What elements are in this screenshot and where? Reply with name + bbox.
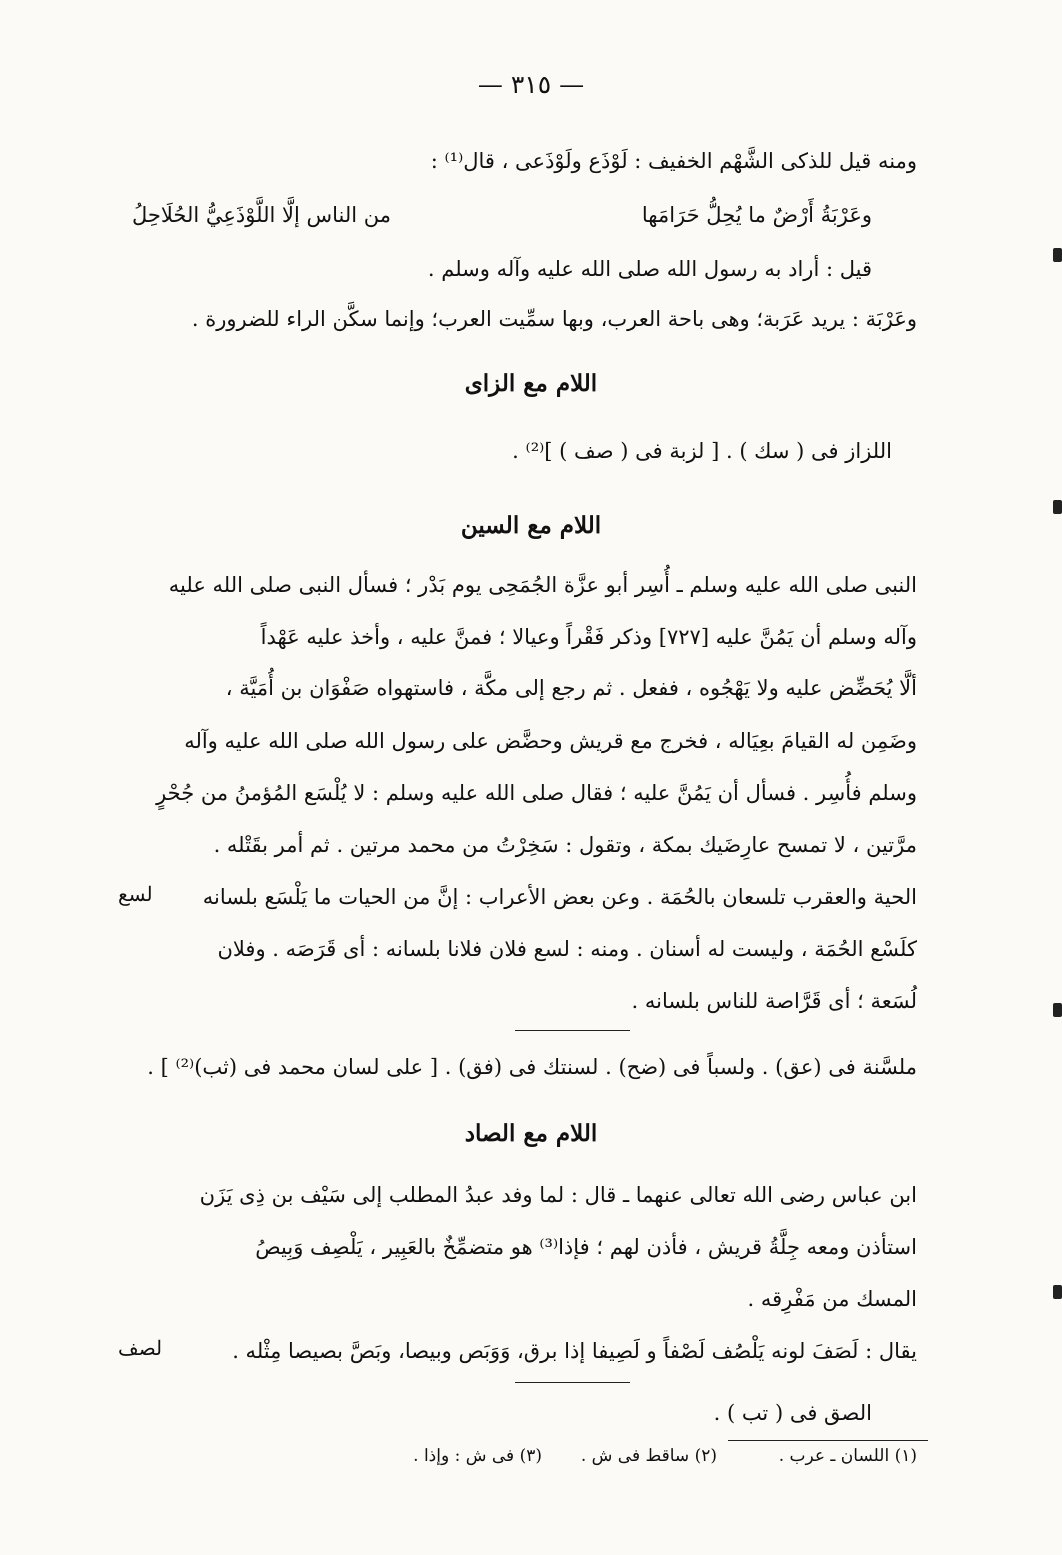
text-line: لُسَعة ؛ أى قَرَّاصة للناس بلسانه . [631,989,917,1013]
section-divider [515,1382,630,1383]
text-line: قيل : أراد به رسول الله صلى الله عليه وآله وسلم . [427,257,872,281]
footnote-3: (٣) فى ش : وإذا . [413,1446,542,1466]
section-heading-sin: اللام مع السين [460,512,602,539]
scan-edge-mark [1053,1285,1062,1299]
text-line: يقال : لَصَفَ لونه يَلْصُف لَصْفاً و لَصِيفا إذا برق، وَوَبَص وبيصا، وبَصَّ بصيصا مِثْله . [232,1339,917,1363]
text-line: كلَسْع الحُمَة ، وليست له أسنان . ومنه : لسع فلان فلانا بلسانه : أى قَرَصَه . وفلان [217,937,917,961]
section-heading-zay: اللام مع الزاى [464,370,598,397]
verse-second-hemistich: من الناس إلَّا اللَّوْذَعِيُّ الحُلَاحِلُ [132,203,391,227]
footnote-rule [728,1440,928,1441]
text-line: ألَّا يُحَضِّض عليه ولا يَهْجُوه ، ففعل . ثم رجع إلى مكَّة ، فاستهواه صَفْوَان بن أُمَيَّة ، [225,676,917,700]
section-heading-sad: اللام مع الصاد [464,1120,598,1147]
footnote-2: (٢) ساقط فى ش . [580,1446,717,1466]
text-line: ومنه قيل للذكى الشَّهْم الخفيف : لَوْذَع ولَوْذَعى ، قال⁽¹⁾ : [430,149,917,173]
text-line: ابن عباس رضى الله تعالى عنهما ـ قال : لما وفد عبدُ المطلب إلى سَيْف بن ذِى يَزَن [199,1183,917,1207]
text-line: وضَمِن له القيامَ بعِيَاله ، فخرج مع قريش وحضَّض على رسول الله صلى الله عليه وآله [184,729,917,753]
page-number: — ٣١٥ — [477,70,585,99]
scan-edge-mark [1053,248,1062,262]
margin-root-lasafa: لصف [118,1336,163,1360]
text-line: النبى صلى الله عليه وسلم ـ أُسِر أبو عزَّة الجُمَحِى يوم بَدْر ؛ فسأل النبى صلى الله عليه [168,573,917,597]
footnote-1: (١) اللسان ـ عرب . [778,1446,917,1466]
margin-root-lasa: لسع [118,882,153,906]
text-line: الحية والعقرب تلسعان بالحُمَة . وعن بعض الأعراب : إنَّ من الحيات ما يَلْسَع بلسانه [202,885,917,909]
scan-edge-mark [1053,1003,1062,1017]
text-line: ملسَّنة فى (عق) . ولسباً فى (ضح) . لسنتك فى (فق) . [ على لسان محمد فى (ثب)⁽²⁾ ] . [147,1055,917,1079]
text-line: الصق فى ( تب ) . [713,1401,872,1425]
section-divider [515,1030,630,1031]
text-line: وسلم فأُسِر . فسأل أن يَمُنَّ عليه ؛ فقال صلى الله عليه وسلم : لا يُلْسَع المُؤمنُ من جُحْرٍ [156,781,917,805]
scan-edge-mark [1053,500,1062,514]
text-line: وآله وسلم أن يَمُنَّ عليه [٧٢٧] وذكر فَقْراً وعيالا ؛ فمنَّ عليه ، وأخذ عليه عَهْداً [260,625,917,649]
text-line: اللزاز فى ( سك ) . [ لزبة فى ( صف ) ]⁽²⁾ . [512,439,892,463]
text-line: وعَرْبَة : يريد عَرَبة؛ وهى باحة العرب، وبها سمِّيت العرب؛ وإنما سكَّن الراء للضرورة . [191,307,917,331]
verse-line [132,200,872,230]
text-line: استأذن ومعه جِلَّةُ قريش ، فأذن لهم ؛ فإذا⁽³⁾ هو متضمِّخٌ بالعَبِير ، يَلْصِف وَبِيصُ [255,1235,917,1259]
text-line: مرَّتين ، لا تمسح عارِضَيك بمكة ، وتقول : سَخِرْتُ من محمد مرتين . ثم أمر بقَتْله . [213,833,917,857]
verse-first-hemistich: وعَرْبَةُ أَرْضٌ ما يُحِلُّ حَرَامَها [641,203,872,227]
text-line: المسك من مَفْرِقه . [747,1287,917,1311]
